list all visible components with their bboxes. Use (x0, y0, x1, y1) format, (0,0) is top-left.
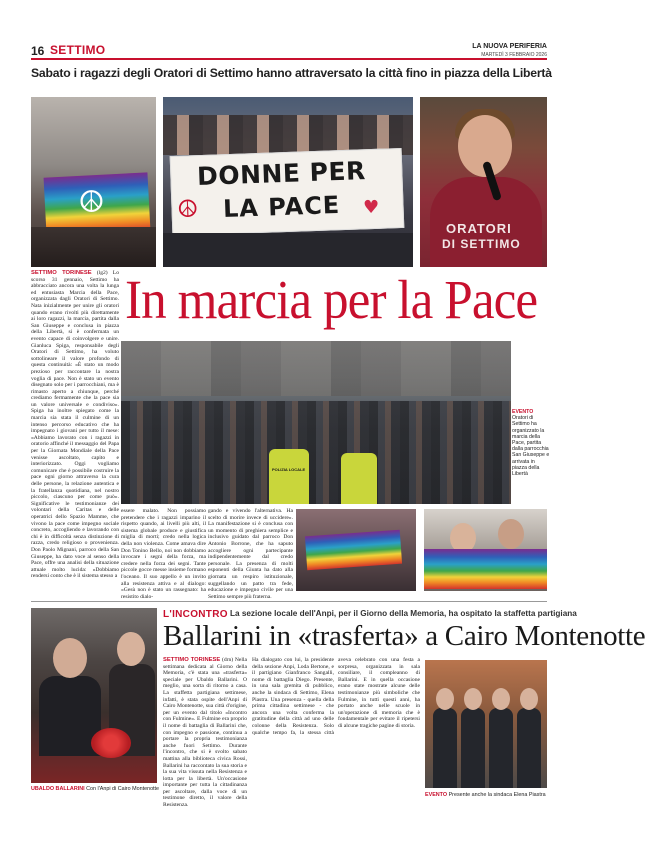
caption-label: EVENTO (512, 409, 534, 415)
legs-shape (163, 233, 413, 267)
caption-label: EVENTO (425, 792, 448, 798)
peace-icon: ☮ (78, 185, 105, 220)
article2-column-1 (163, 657, 247, 807)
crowd-shape (31, 227, 156, 267)
article2-col1-text: Nella settimana dedicata al Giorno della Memoria, c'è stata una «trasferta» speciale per Ubaldo Ballarini. O meglio, una sorta di ritorno a casa. La staffetta partigiana settimese, infatti, è stata ospite dell'Anpi di Cairo Montenotte, sua città d'origine, per un evento dal titolo «Incontro con Fulmine». E Fulmine era proprio il nome di battaglia di Ballarini che, con impegno e passione, continua a portare la propria testimonianza anche fuori Settimo. Durante l'incontro, che si è svolto sabato mattina alla biblioteca civica Rossi, Ballarini ha raccontato la sua storia e la sua vita vissuta nella Resistenza e lotta per la libertà. Un'occasione importante per tutta la cittadinanza per ascoltare, dalla voce di un testimone diretto, il valore della Resistenza. (163, 657, 248, 809)
article1-dateline-place: SETTIMO TORINESE (31, 270, 92, 276)
newspaper-name: LA NUOVA PERIFERIA (472, 43, 547, 50)
photo-banner-group (163, 97, 413, 267)
caption-text: Presente anche la sindaca Elena Piastra (448, 792, 546, 798)
article1-photo-caption (512, 409, 550, 477)
article2-kicker: La sezione locale dell'Anpi, per il Giorno della Memoria, ha ospitato la staffetta partigiana (230, 609, 577, 618)
article1-column-1 (31, 270, 119, 591)
section-divider (31, 601, 547, 602)
header-rule (31, 58, 547, 60)
photo-flag-bearers (296, 509, 416, 591)
banner-text-line2: LA PACE (222, 190, 341, 224)
vest-text: POLIZIA LOCALE (272, 467, 306, 472)
hoodie-text-line1: ORATORI (446, 221, 512, 236)
photo-elderly-participants (424, 509, 547, 591)
article2-photo-caption-2 (425, 792, 555, 798)
caption-text: Oratori di Settimo ha organizzato la marcia della Pace, partita dalla parrocchia San Giuseppe e arrivata in piazza della Libertà (512, 415, 550, 478)
article2-headline: Ballarini in «trasferta» a Cairo Montenotte (163, 620, 645, 652)
police-vest (269, 449, 309, 504)
article2-dateline-place: SETTIMO TORINESE (163, 657, 221, 663)
issue-date: MARTEDÌ 3 FEBBRAIO 2026 (481, 52, 547, 58)
article2-section-label: L'INCONTRO (163, 609, 228, 620)
page-number: 16 (31, 44, 45, 58)
face-shape (436, 688, 454, 710)
police-vest (341, 453, 377, 504)
heart-icon: ♥ (363, 197, 380, 218)
article1-headline: In marcia per la Pace (125, 269, 538, 330)
banner-text-line1: DONNE PER (196, 156, 367, 191)
article1-dateline-author: (lg2) (96, 270, 108, 276)
photo-anpi-group (425, 660, 547, 788)
article2-dateline-author: (drn) (221, 657, 234, 663)
face-shape (520, 688, 538, 710)
photo-speaker (420, 97, 547, 267)
article2-column-3: Ha dialogato con lui, la presidente della sezione Anpi, Loda Bertone, e il partigiano Gianfranco Sangalli, nome di battaglia Diego. Presente, in una sala gremita di pubblico, anche la sindaca di Settimo, Elena Piastra. Una presenza - quella della prima cittadina settimese - che ancora una volta conferma la gratitudine della città ad uno delle colonne della Resistenza. Solo qualche tempo fa, la stessa città aveva celebrato con una festa a sorpresa, organizzata in sala consiliare, il compleanno di Ballarini. E in quella occasione erano state mostrate alcune delle testimonianze più simboliche che Fulmine, in tutti questi anni, ha portato anche nelle scuole in un'operazione di memoria che è fondamentale per evitare il ripetersi di alcune tragiche pagine di storia. (252, 657, 420, 736)
article1-column-2: essere malato. Non possiamo pretendere che i ragazzi imparino il rispetto quando, ai livelli più alti, il sistema globale produce e giustifica miglia di morti; credo nella logica della non violenza. Come amava dire Don Tonino Bello, noi non dobbiamo invocare i segni della forza, ma credere nella forza dei segni. Tante piccole gocce messe insieme formano l'oceano. Il suo appello è un invito alla resistenza attiva e al dialogo: «Gesù non è stato un rassegnato: ha resistito dialo- (121, 508, 206, 600)
face-shape (53, 638, 87, 678)
article2-photo-caption-1 (31, 786, 161, 792)
rainbow-flag (305, 530, 402, 571)
article1-col1-text: Lo scorso 31 gennaio, Settimo ha abbracciato ancora una volta la lunga ed entusiasta Marcia della Pace, organizzata dagli Oratori di Settimo. Nata inizialmente per unire gli oratori quando erano rivolti più direttamente ai loro ragazzi, la marcia, partita dalla San Giuseppe e conclusa in piazza della Libertà, si è confermata un evento capace di coinvolgere e unire. Gianluca Spiga, responsabile degli Oratori di Settimo, ha voluto sottolineare il valore profondo di questa continuità: «È stato un modo prezioso per raccontare la nostra voglia di pace. Non è stato un evento disegnato solo per i parrocchiani, ma è rimasto aperto a chiunque, perché crediamo fermamente che la pace sia un valore universale e condiviso». Spiga ha inoltre spiegato come la marcia sia stata il culmine di un intenso percorso educativo che ha impegnato i giovani per tutto il mese: «Abbiamo lavorato con i ragazzi in oratorio affinché il messaggio del Papa per la Giornata Mondiale della Pace venisse ascoltato, capito e interiorizzato. Oggi vogliamo comunicare che è possibile costruire la pace ogni giorno attraverso la cura delle persone, la relazione autentica e la fratellanza quotidiana, nel nostro piccolo, ciascuno per come può». Significative le testimonianze dei volontari della Caritas e delle operatrici dello Spazio Mamme, che vivono la pace come impegno sociale concreto, accogliendo e lavorando con chi è in difficoltà senza distinzione di razza, credo religioso o provenienza. Don Paolo Mignani, parroco della San Giuseppe, ha dato voce al senso della Pace, offre una analisi della situazione attuale molto lucida: «Dobbiamo rendersi conto che è il sistema stesso a (31, 270, 120, 580)
crowd-shape (121, 401, 511, 504)
flowers-icon (91, 728, 131, 758)
face-shape (117, 632, 145, 666)
photo-ballarini (31, 608, 157, 783)
buildings-shape (121, 341, 511, 396)
face-shape (464, 688, 482, 710)
photo-piazza-crowd (121, 341, 511, 504)
person-shape (433, 708, 457, 788)
person-shape (489, 708, 513, 788)
person-shape (517, 708, 541, 788)
caption-label: UBALDO BALLARINI (31, 786, 85, 792)
hoodie-text-line2: DI SETTIMO (442, 237, 521, 251)
face-shape (498, 519, 524, 549)
person-shape (461, 708, 485, 788)
article1-column-3: gando e vivendo l'alternativa. Ha scelto di morire invece di uccidere». La manifestazione si è conclusa con un momento di preghiera semplice e inclusivo guidato dal parroco Don Antonio Borrone, che ha saputo accogliere ogni partecipante indipendentemente dal credo personale. La presenza di molti esponenti della Giunta ha dato alla giornata un respiro istituzionale, suggellando un patto tra fede, educazione e impegno civile per una Settimo sempre più fraterna. (208, 508, 293, 600)
caption-text: Con l'Anpi di Cairo Montenotte (86, 786, 160, 792)
peace-icon: ☮ (176, 194, 199, 224)
face-shape (492, 688, 510, 710)
section-title: SETTIMO (50, 43, 106, 57)
photo-rainbow-flag (31, 97, 156, 267)
article1-kicker: Sabato i ragazzi degli Oratori di Settimo hanno attraversato la città fino in piazza della Libertà (31, 66, 552, 80)
rainbow-flag (424, 549, 547, 589)
